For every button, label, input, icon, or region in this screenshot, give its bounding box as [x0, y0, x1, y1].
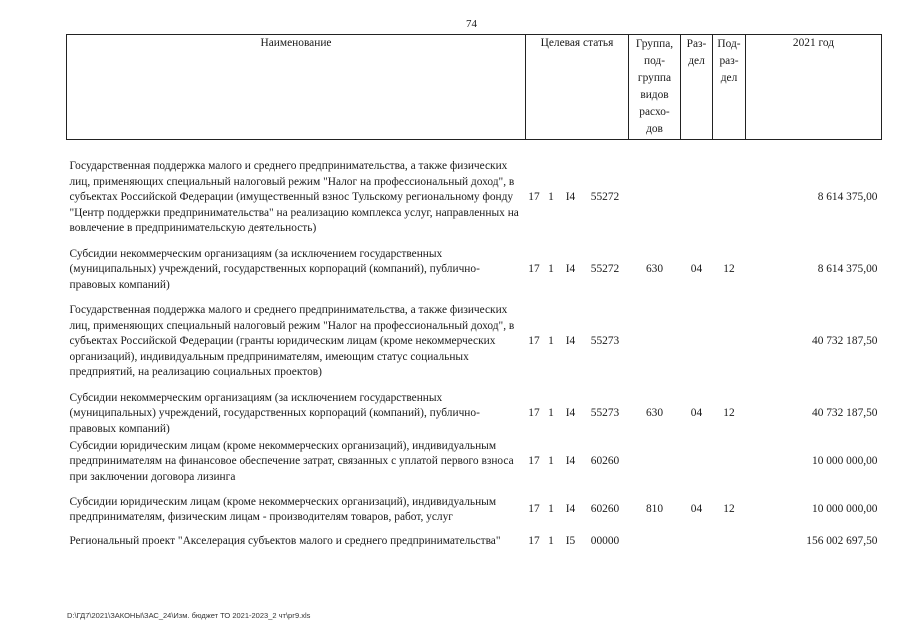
- row-amount: 40 732 187,50: [812, 407, 878, 420]
- row-section: [681, 150, 713, 246]
- row-subsection: [713, 150, 746, 246]
- header-year-2021: 2021 год: [746, 35, 882, 140]
- table-row: [67, 390, 882, 438]
- header-subsection: Под-раз-дел: [713, 35, 746, 140]
- row-section: [681, 294, 713, 390]
- table-row: [67, 294, 882, 390]
- row-name: Субсидии юридическим лицам (кроме некоммерческих организаций), индивидуальным предпринимателям на финансовое обеспечение затрат, связанных с уплатой первого взноса при заключении договора лизинга: [69, 439, 514, 483]
- page-number: 74: [466, 18, 477, 30]
- row-section: [681, 534, 713, 566]
- row-section: 04: [690, 407, 703, 420]
- row-subsection: 12: [723, 407, 735, 420]
- row-code-4: 55273: [590, 407, 620, 420]
- row-name: Субсидии некоммерческим организациям (за исключением государственных (муниципальных) учреждений, государственных корпораций (компаний), публично-правовых компаний): [69, 391, 480, 435]
- row-name: Субсидии некоммерческим организациям (за исключением государственных (муниципальных) учреждений, государственных корпораций (компаний), публично-правовых компаний): [69, 247, 480, 291]
- row-code-2: 1: [548, 503, 554, 516]
- footer-file-path: D:\ГД7\2021\ЗАКОНЫ\ЗАС_24\Изм. бюджет ТО 2021-2023_2 чт\рг9.xls: [67, 611, 311, 620]
- header-expense-group: Группа, под-группа видов расхо-дов: [629, 35, 681, 140]
- row-code-3: I4: [565, 263, 576, 276]
- row-code-1: 17: [528, 455, 540, 468]
- row-subsection: [713, 294, 746, 390]
- row-name: Субсидии юридическим лицам (кроме некоммерческих организаций), индивидуальным предпринимателям, физическим лицам - производителям товаров, работ, услуг: [69, 495, 497, 523]
- budget-table: [66, 34, 882, 566]
- row-code-3: I4: [565, 455, 576, 468]
- row-subsection: [713, 438, 746, 486]
- table-row: [67, 150, 882, 246]
- row-code-2: 1: [548, 455, 554, 468]
- row-subsection: [713, 534, 746, 566]
- row-subsection: 12: [723, 263, 735, 276]
- row-amount: 8 614 375,00: [817, 191, 878, 204]
- row-code-3: I4: [565, 335, 576, 348]
- row-group: [629, 150, 681, 246]
- row-code-3: I4: [565, 503, 576, 516]
- row-code-2: 1: [548, 191, 554, 204]
- row-amount: 40 732 187,50: [812, 335, 878, 348]
- row-code-1: 17: [528, 535, 540, 547]
- row-group: [629, 294, 681, 390]
- row-code-3: I5: [565, 535, 576, 547]
- row-code-1: 17: [528, 503, 540, 516]
- row-group: [629, 438, 681, 486]
- row-group: 630: [645, 263, 664, 276]
- header-name: Наименование: [67, 35, 526, 140]
- row-amount: 10 000 000,00: [812, 455, 878, 468]
- table-row: [67, 486, 882, 534]
- row-code-1: 17: [528, 191, 540, 204]
- row-code-3: I4: [565, 191, 576, 204]
- row-code-4: 00000: [590, 535, 620, 547]
- table-row: [67, 438, 882, 486]
- header-section: Раз-дел: [681, 35, 713, 140]
- header-target-article: Целевая статья: [526, 35, 629, 140]
- table-row: [67, 534, 882, 566]
- row-code-4: 60260: [590, 503, 620, 516]
- row-section: 04: [690, 263, 703, 276]
- row-amount: 10 000 000,00: [812, 503, 878, 516]
- row-amount: 156 002 697,50: [806, 535, 878, 547]
- row-code-1: 17: [528, 335, 540, 348]
- row-code-2: 1: [548, 263, 554, 276]
- row-section: [681, 438, 713, 486]
- row-code-1: 17: [528, 407, 540, 420]
- row-code-2: 1: [548, 335, 554, 348]
- row-section: 04: [690, 503, 703, 516]
- row-code-4: 55272: [590, 263, 620, 276]
- row-group: 630: [645, 407, 664, 420]
- row-code-1: 17: [528, 263, 540, 276]
- row-name: Государственная поддержка малого и среднего предпринимательства, а также физических лиц, применяющих специальный налоговый режим "Налог на профессиональный доход", в субъектах Российской Федерации (гранты юридическим лицам (кроме некоммерческих организаций), индивидуальным предпринимателям, имеющим статус социальных предприятий, на реализацию социальных проектов): [69, 304, 515, 379]
- row-group: [629, 534, 681, 566]
- row-group: 810: [645, 503, 664, 516]
- row-code-4: 55273: [590, 335, 620, 348]
- row-code-4: 60260: [590, 455, 620, 468]
- row-code-2: 1: [548, 535, 554, 547]
- row-code-4: 55272: [590, 191, 620, 204]
- table-row: [67, 246, 882, 294]
- row-code-2: 1: [548, 407, 554, 420]
- table-header-row: [67, 35, 882, 140]
- spacer-row: [67, 140, 882, 151]
- row-name: Региональный проект "Акселерация субъектов малого и среднего предпринимательства": [69, 535, 501, 547]
- row-amount: 8 614 375,00: [817, 263, 878, 276]
- row-subsection: 12: [723, 503, 735, 516]
- row-name: Государственная поддержка малого и среднего предпринимательства, а также физических лиц, применяющих специальный налоговый режим "Налог на профессиональный доход", в субъектах Российской Федерации (имущественный взнос Тульскому региональному фонду "Центр поддержки предпринимательства" на реализацию комплекса услуг, направленных на вовлечение в предпринимательскую деятельность): [69, 160, 519, 235]
- row-code-3: I4: [565, 407, 576, 420]
